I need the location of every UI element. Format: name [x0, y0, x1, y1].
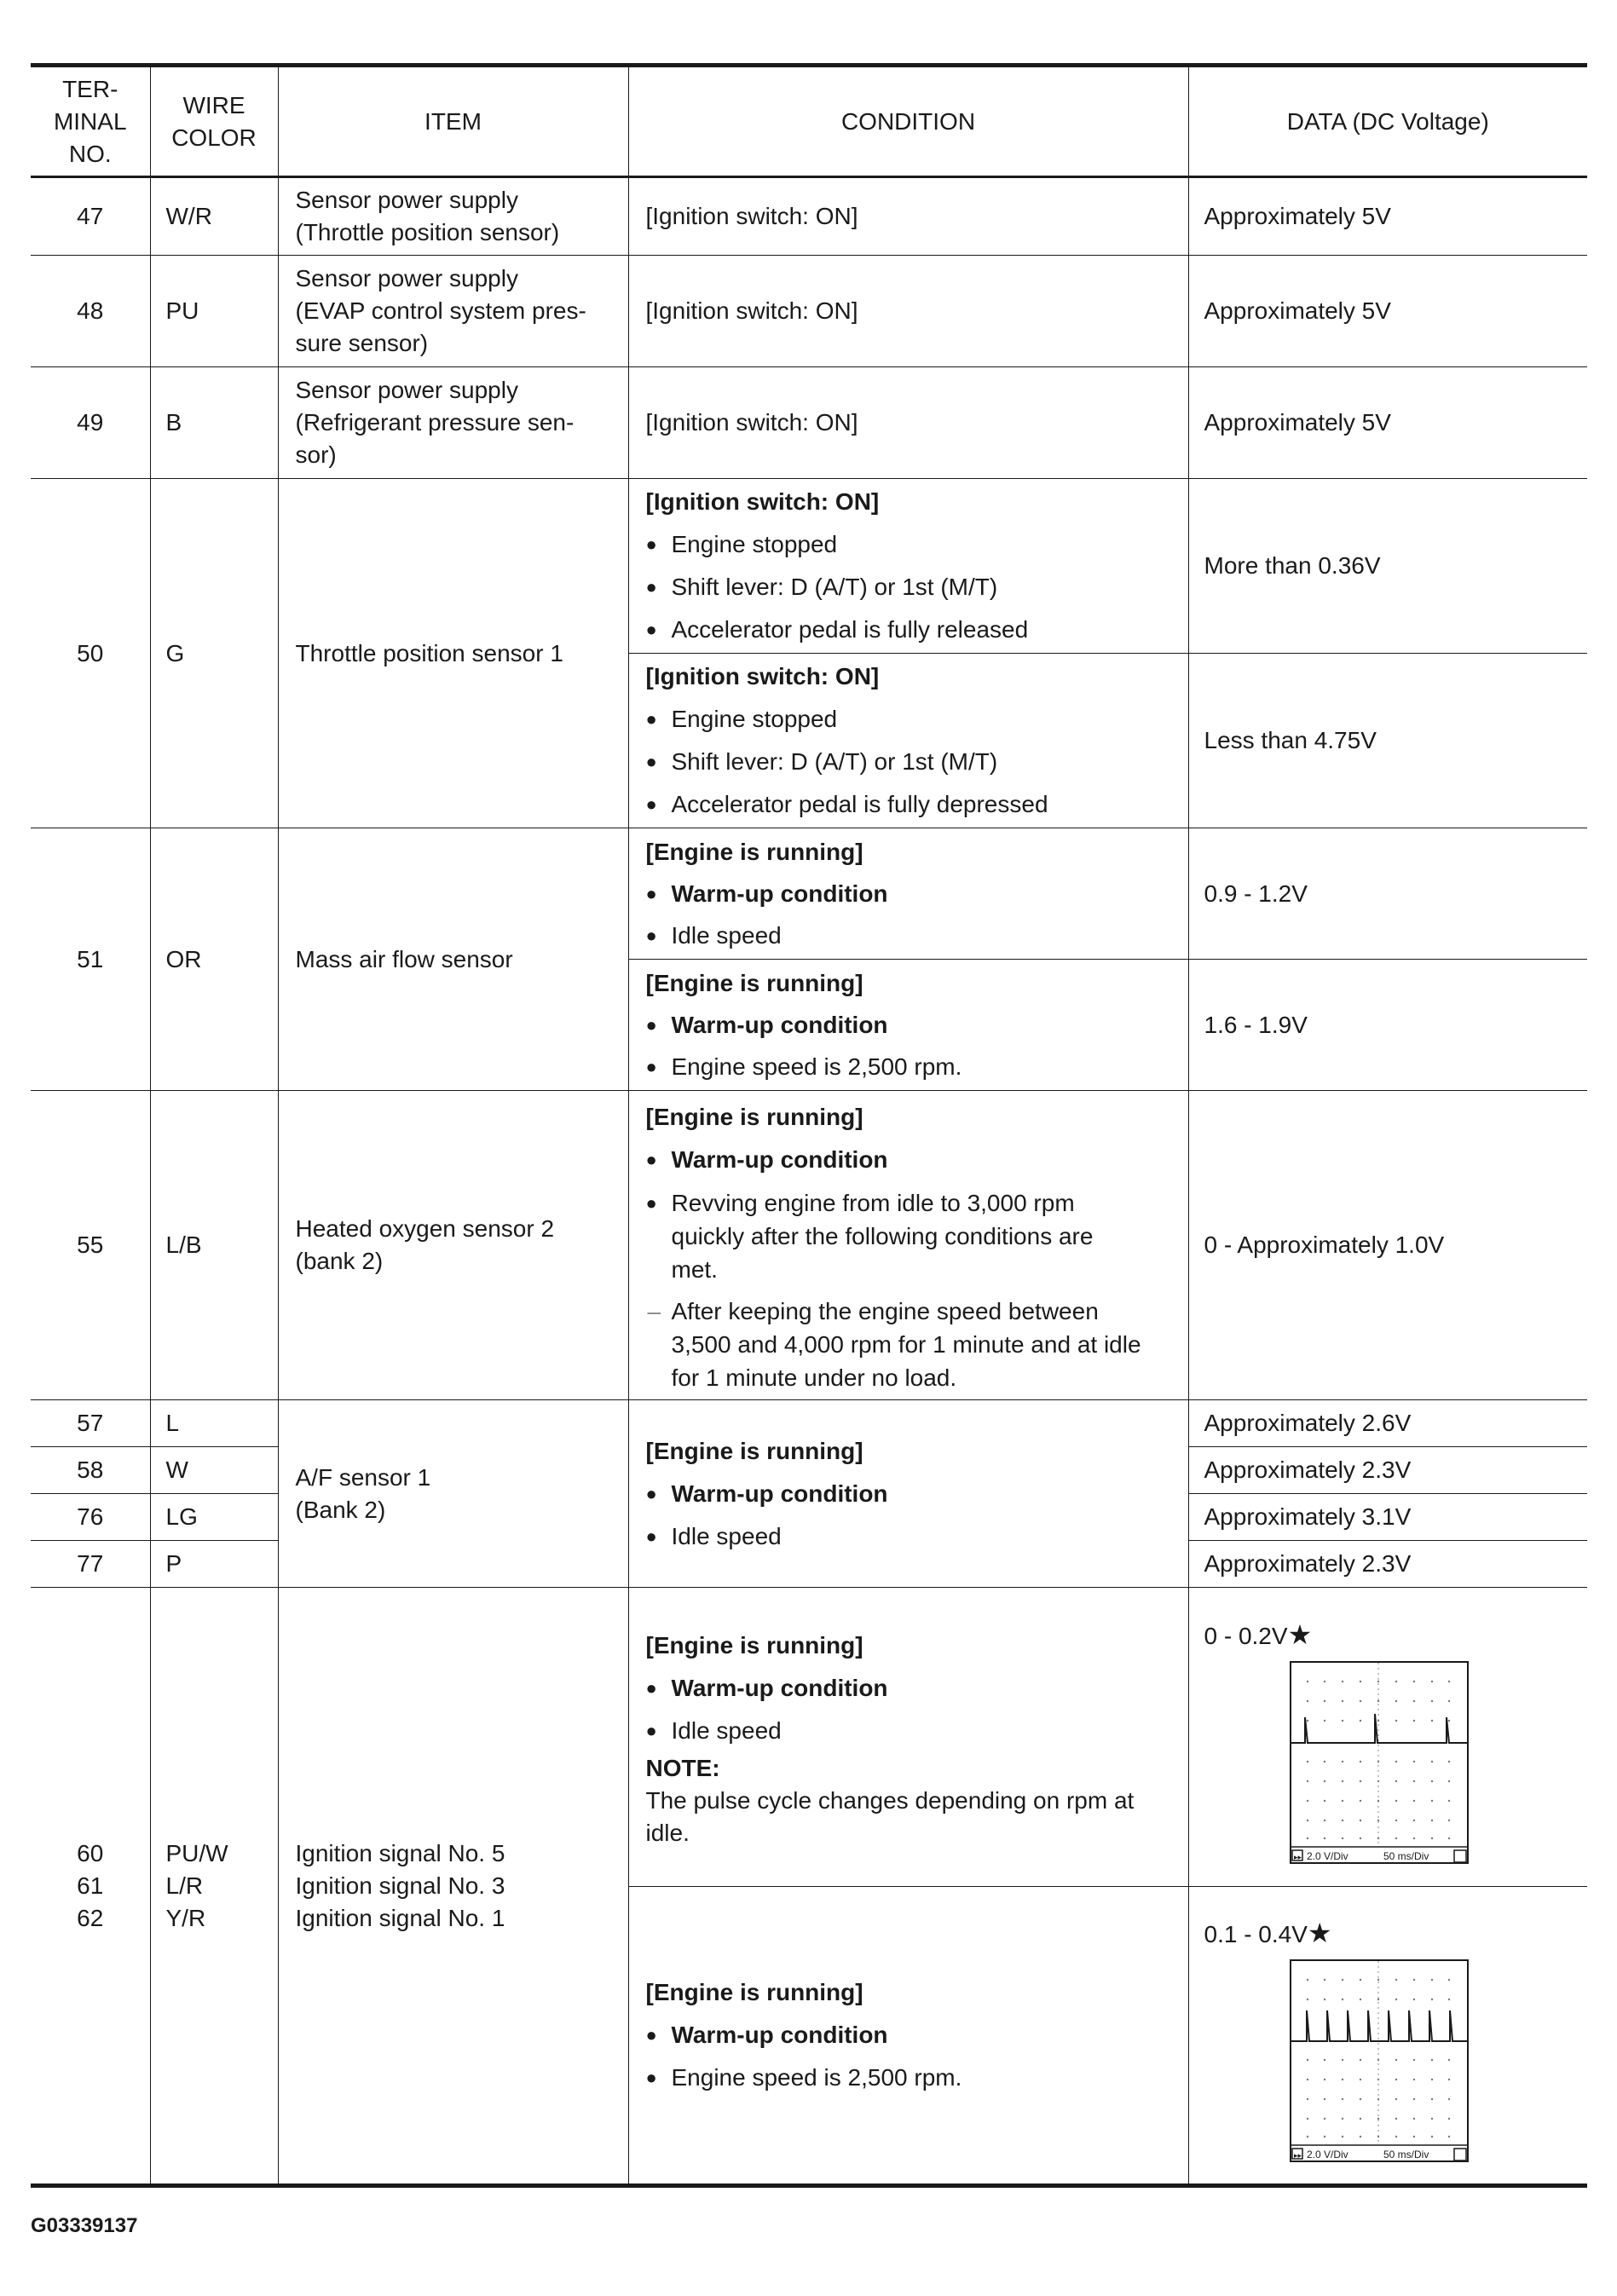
- condition-title: [Ignition switch: ON]: [645, 488, 880, 515]
- scope-volt-scale: 2.0 V/Div: [1306, 2148, 1348, 2160]
- table-row: [31, 479, 1587, 654]
- condition-title: [Engine is running]: [645, 839, 863, 865]
- condition-bullet: ● Warm-up condition: [646, 1139, 1180, 1181]
- table-row: [31, 177, 1587, 256]
- wire-color: L/B: [150, 1091, 278, 1400]
- wire-color: B: [150, 367, 278, 479]
- item-description: A/F sensor 1 (Bank 2): [278, 1400, 628, 1588]
- header-item: ITEM: [278, 66, 628, 177]
- wire-color: PU/W L/R Y/R: [150, 1588, 278, 2186]
- condition-bullet: ● Idle speed: [646, 914, 1180, 956]
- data-value: More than 0.36V: [1188, 479, 1587, 654]
- condition-bullet: ● Warm-up condition: [646, 2014, 1180, 2057]
- data-value: 0.9 - 1.2V: [1188, 828, 1587, 960]
- data-value: 0 - Approximately 1.0V: [1188, 1091, 1587, 1400]
- item-description: Sensor power supply (Refrigerant pressure sen- sor): [278, 367, 628, 479]
- condition-block: [628, 1400, 1188, 1588]
- wire-color: L: [150, 1400, 278, 1447]
- wire-color: PU: [150, 256, 278, 367]
- terminal-number: 48: [31, 256, 150, 367]
- condition-text: [Ignition switch: ON]: [628, 177, 1188, 256]
- condition-bullet: ● Idle speed: [646, 1710, 1180, 1752]
- condition-block: [628, 960, 1188, 1091]
- condition-block: [628, 1887, 1188, 2186]
- wire-color: W/R: [150, 177, 278, 256]
- scope-volt-scale: 2.0 V/Div: [1306, 1849, 1348, 1862]
- condition-title: [Ignition switch: ON]: [645, 663, 880, 689]
- condition-block: [628, 1588, 1188, 1887]
- condition-bullet: ● Engine speed is 2,500 rpm.: [646, 1046, 1180, 1087]
- condition-bullet: ● Accelerator pedal is fully depressed: [646, 783, 1180, 826]
- data-value: Approximately 2.6V: [1188, 1400, 1587, 1447]
- oscilloscope-waveform-idle: [1290, 1661, 1469, 1864]
- data-value: Approximately 2.3V: [1188, 1447, 1587, 1494]
- data-value: Approximately 5V: [1188, 367, 1587, 479]
- condition-block: [628, 1091, 1188, 1400]
- note-text: The pulse cycle changes depending on rpm at idle.: [645, 1787, 1135, 1846]
- terminal-number: 77: [31, 1541, 150, 1588]
- wire-color: W: [150, 1447, 278, 1494]
- data-value: Approximately 5V: [1188, 256, 1587, 367]
- star-icon: ★: [1287, 1618, 1313, 1650]
- figure-code: G03339137: [31, 2214, 138, 2237]
- table-row: [31, 1588, 1587, 1887]
- condition-title: [Engine is running]: [645, 1979, 863, 2005]
- wire-color: G: [150, 479, 278, 828]
- data-value: Less than 4.75V: [1188, 654, 1587, 828]
- table-row: [31, 1091, 1587, 1400]
- condition-bullet: ● Idle speed: [646, 1515, 1180, 1558]
- data-value: Approximately 3.1V: [1188, 1494, 1587, 1541]
- wire-color: P: [150, 1541, 278, 1588]
- condition-sub-item: – After keeping the engine speed between 3,500 and 4,000 rpm for 1 minute and at idle for 1 minute under no load.: [646, 1295, 1180, 1394]
- terminal-number: 51: [31, 828, 150, 1091]
- data-value: 0 - 0.2V: [1204, 1622, 1288, 1649]
- oscilloscope-waveform-2500rpm: [1290, 1959, 1469, 2162]
- item-description: Mass air flow sensor: [278, 828, 628, 1091]
- data-value: Approximately 2.3V: [1188, 1541, 1587, 1588]
- item-description: Ignition signal No. 5 Ignition signal No. 3 Ignition signal No. 1: [278, 1588, 628, 2186]
- condition-bullet: ● Engine stopped: [646, 698, 1180, 741]
- condition-title: [Engine is running]: [645, 970, 863, 996]
- condition-bullet: ● Engine speed is 2,500 rpm.: [646, 2057, 1180, 2099]
- condition-text: [Ignition switch: ON]: [628, 256, 1188, 367]
- terminal-number: 60 61 62: [31, 1588, 150, 2186]
- condition-block: [628, 479, 1188, 654]
- table-row: [31, 828, 1587, 960]
- condition-bullet: ● Accelerator pedal is fully released: [646, 609, 1180, 651]
- header-condition: CONDITION: [628, 66, 1188, 177]
- scope-time-scale: 50 ms/Div: [1383, 2148, 1429, 2160]
- header-terminal: TER- MINAL NO.: [31, 66, 150, 177]
- data-cell: [1188, 1588, 1587, 1887]
- terminal-number: 58: [31, 1447, 150, 1494]
- condition-block: [628, 828, 1188, 960]
- item-description: Sensor power supply (Throttle position sensor): [278, 177, 628, 256]
- data-value: Approximately 5V: [1188, 177, 1587, 256]
- item-description: Sensor power supply (EVAP control system pres- sure sensor): [278, 256, 628, 367]
- condition-text: [Ignition switch: ON]: [628, 367, 1188, 479]
- condition-bullet: ● Warm-up condition: [646, 1667, 1180, 1710]
- item-description: Throttle position sensor 1: [278, 479, 628, 828]
- condition-bullet: ● Warm-up condition: [646, 1004, 1180, 1046]
- condition-bullet: ● Shift lever: D (A/T) or 1st (M/T): [646, 741, 1180, 783]
- scope-time-scale: 50 ms/Div: [1383, 1849, 1429, 1862]
- header-data: DATA (DC Voltage): [1188, 66, 1587, 177]
- condition-bullet: ● Engine stopped: [646, 523, 1180, 566]
- terminal-spec-table: [31, 63, 1587, 2188]
- wire-color: OR: [150, 828, 278, 1091]
- header-row: [31, 66, 1587, 177]
- svg-text:▸▸: ▸▸: [1293, 2150, 1302, 2160]
- condition-title: [Engine is running]: [645, 1437, 863, 1464]
- wire-color: LG: [150, 1494, 278, 1541]
- terminal-number: 55: [31, 1091, 150, 1400]
- condition-bullet: ● Warm-up condition: [646, 1473, 1180, 1515]
- terminal-number: 76: [31, 1494, 150, 1541]
- item-description: Heated oxygen sensor 2 (bank 2): [278, 1091, 628, 1400]
- terminal-number: 50: [31, 479, 150, 828]
- data-value: 0.1 - 0.4V: [1204, 1920, 1308, 1947]
- condition-bullet: ● Revving engine from idle to 3,000 rpm quickly after the following conditions are met.: [646, 1186, 1180, 1286]
- condition-bullet: ● Shift lever: D (A/T) or 1st (M/T): [646, 566, 1180, 609]
- terminal-number: 47: [31, 177, 150, 256]
- condition-title: [Engine is running]: [645, 1104, 863, 1130]
- star-icon: ★: [1307, 1917, 1332, 1948]
- data-cell: [1188, 1887, 1587, 2186]
- svg-text:▸▸: ▸▸: [1293, 1852, 1302, 1861]
- condition-block: [628, 654, 1188, 828]
- condition-title: [Engine is running]: [645, 1632, 863, 1659]
- terminal-number: 57: [31, 1400, 150, 1447]
- note-title: NOTE:: [645, 1755, 720, 1781]
- table-row: [31, 1400, 1587, 1447]
- table-row: [31, 256, 1587, 367]
- condition-bullet: ● Warm-up condition: [646, 873, 1180, 914]
- terminal-number: 49: [31, 367, 150, 479]
- data-value: 1.6 - 1.9V: [1188, 960, 1587, 1091]
- table-row: [31, 367, 1587, 479]
- header-wire-color: WIRE COLOR: [150, 66, 278, 177]
